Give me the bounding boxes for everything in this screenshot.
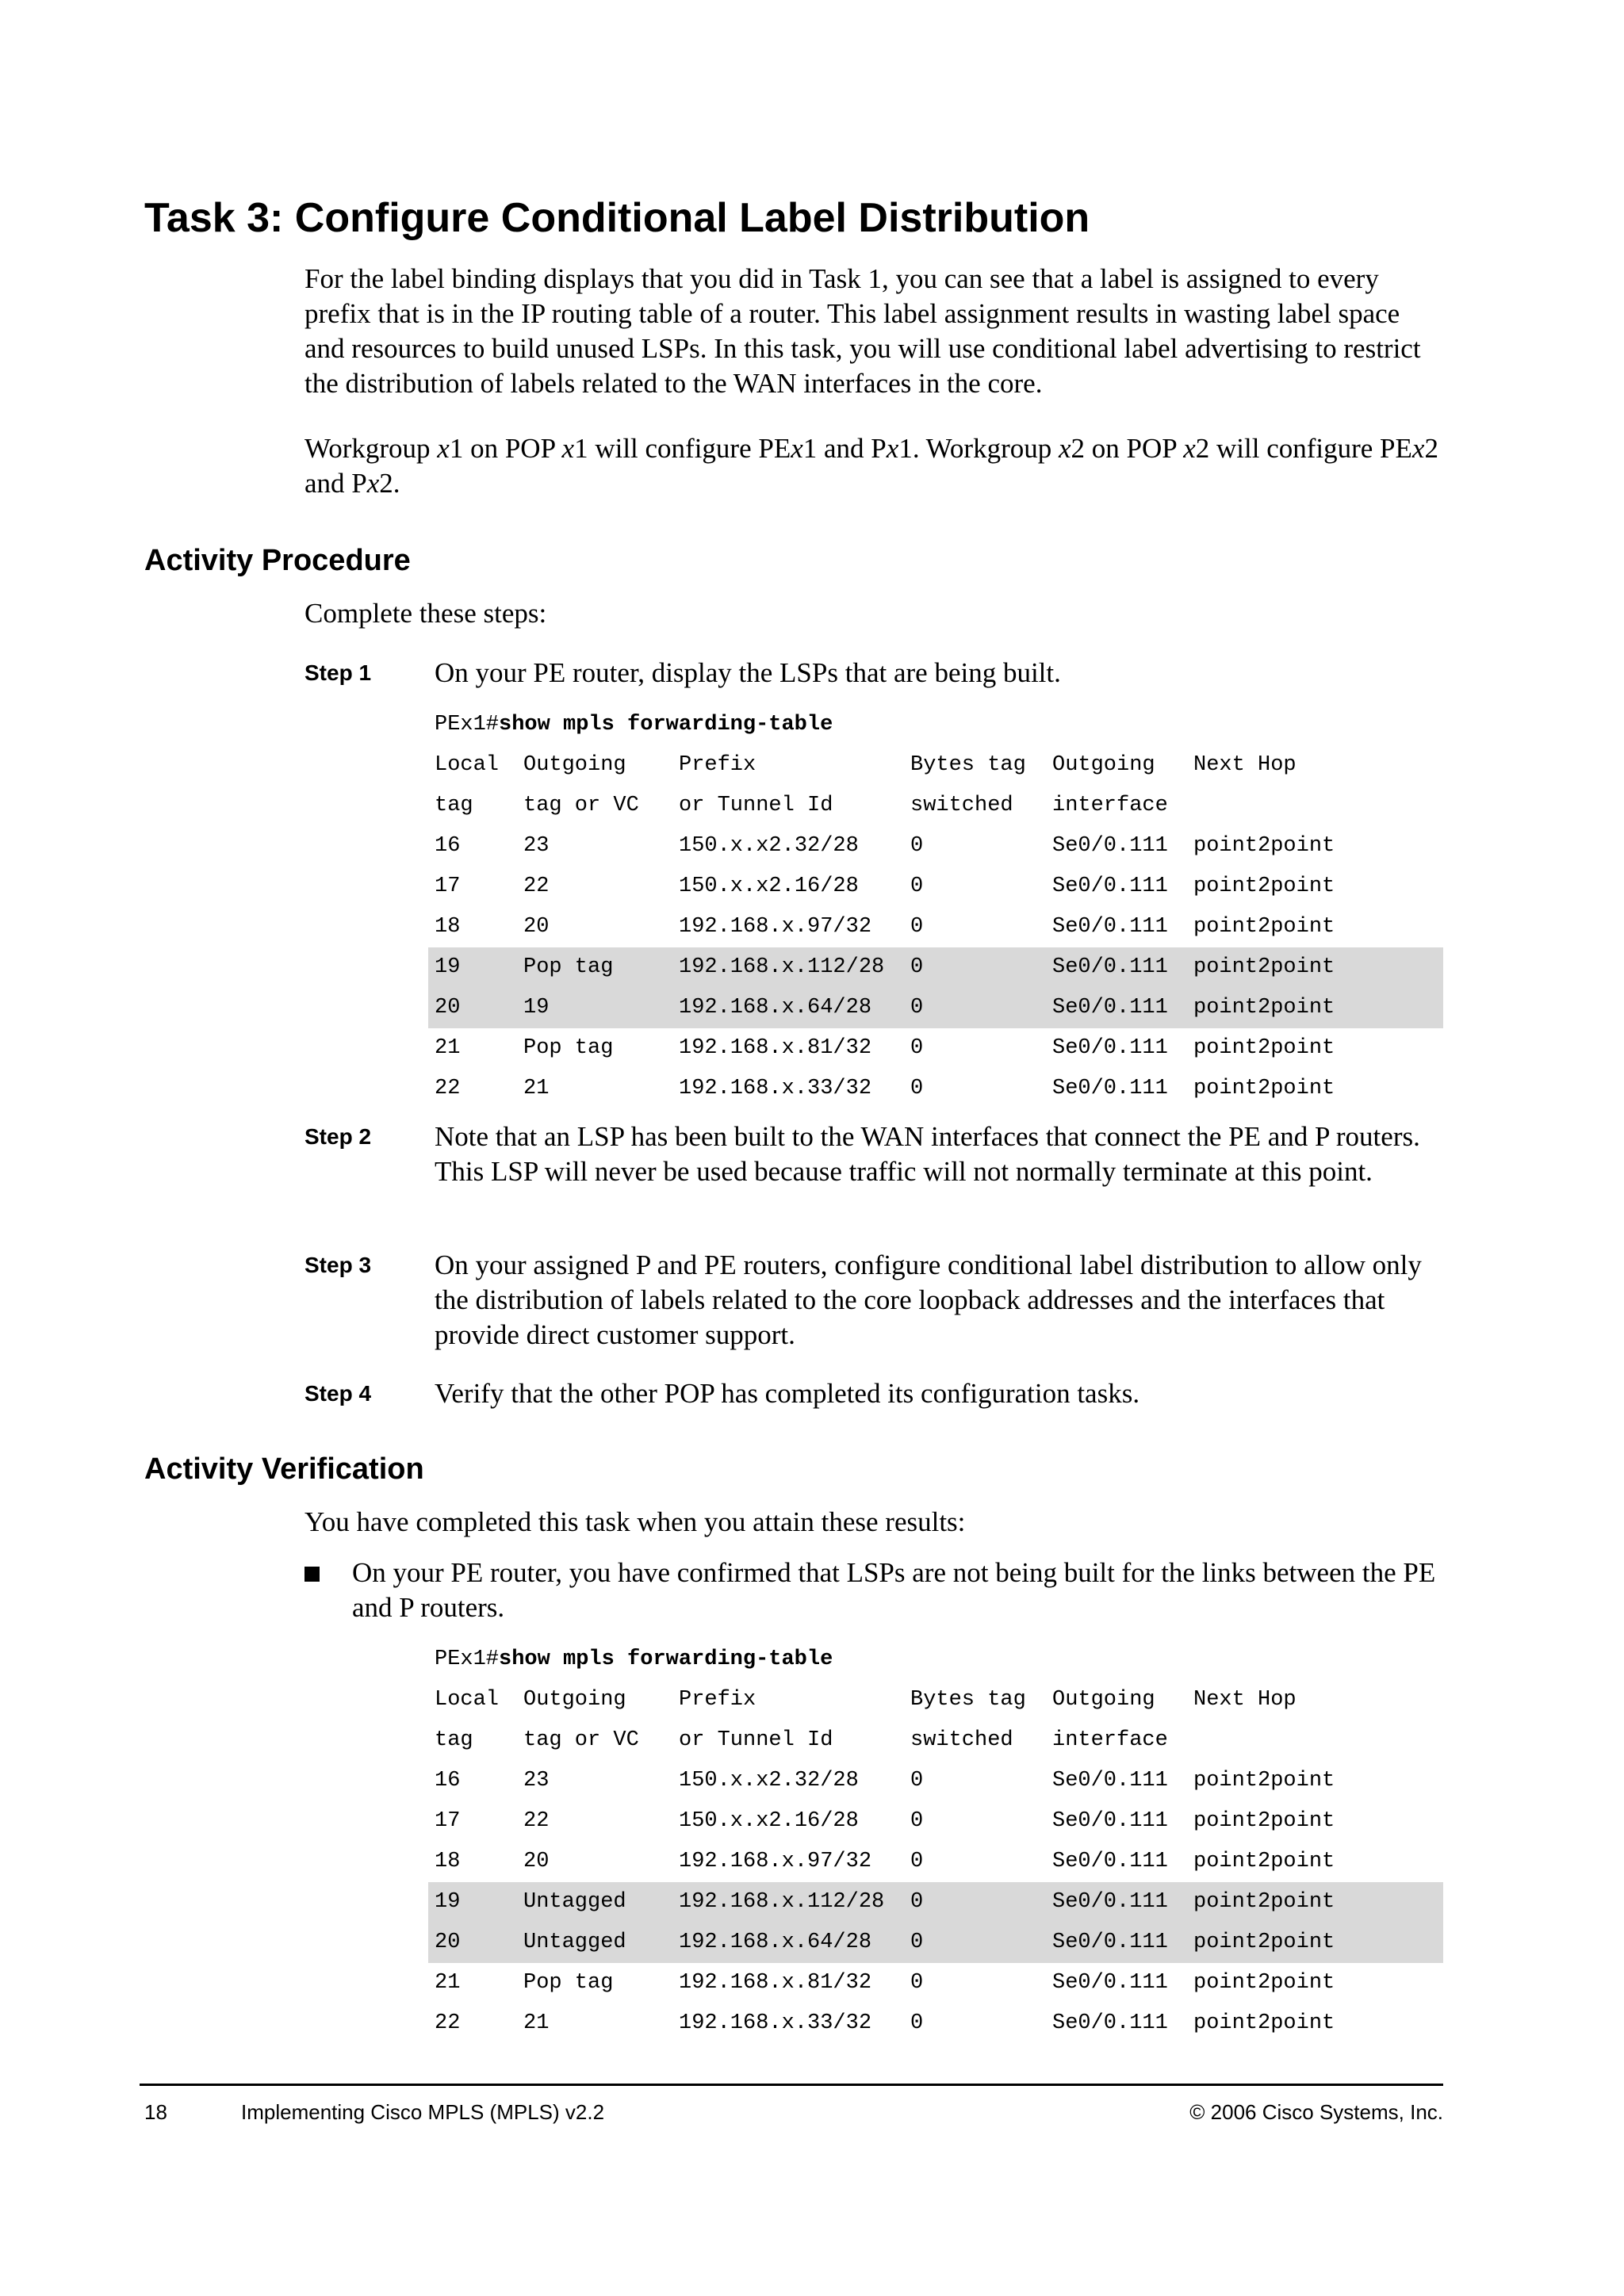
table-cell: 20 xyxy=(435,996,461,1020)
header-cell: Outgoing xyxy=(1052,753,1155,777)
verification-bullet-text: On your PE router, you have confirmed that LSPs are not being built for the links between the PE and P routers. xyxy=(352,1557,1436,1623)
step-4-label: Step 4 xyxy=(304,1381,372,1406)
table-cell: 150.x.x2.16/28 xyxy=(679,1809,859,1833)
table-cell: 192.168.x.97/32 xyxy=(679,1850,872,1873)
table-cell: point2point xyxy=(1193,1077,1335,1100)
table-cell: point2point xyxy=(1193,996,1335,1020)
table-row xyxy=(428,1963,1443,2003)
page-number: 18 xyxy=(144,2100,167,2124)
table-cell: 0 xyxy=(910,1850,924,1873)
table-cell: 0 xyxy=(910,1809,924,1833)
table-row-highlighted xyxy=(428,988,1443,1028)
table-cell: 19 xyxy=(435,1890,461,1914)
step-3-text: On your assigned P and PE routers, configure conditional label distribution to allow only the distribution of labels related to the core loopback addresses and the interfaces that provide direct customer support. xyxy=(435,1249,1422,1350)
table-row xyxy=(428,1028,1443,1069)
command-prompt: PEx1# xyxy=(435,713,500,737)
table-cell: 0 xyxy=(910,874,924,898)
table-header-row xyxy=(428,1720,1443,1761)
code-block-before xyxy=(428,705,1443,1109)
table-row xyxy=(428,1761,1443,1801)
code-block-after xyxy=(428,1640,1443,2044)
table-cell: point2point xyxy=(1193,1769,1335,1793)
table-cell: point2point xyxy=(1193,1036,1335,1060)
table-cell: Se0/0.111 xyxy=(1052,915,1168,939)
table-cell: 150.x.x2.32/28 xyxy=(679,1769,859,1793)
header-cell: switched xyxy=(910,1728,1013,1752)
table-cell: 22 xyxy=(523,1809,550,1833)
table-cell: Se0/0.111 xyxy=(1052,1971,1168,1995)
table-cell: Se0/0.111 xyxy=(1052,955,1168,979)
step-1-text: On your PE router, display the LSPs that are being built. xyxy=(435,657,1061,688)
table-cell: Se0/0.111 xyxy=(1052,996,1168,1020)
step-4-text: Verify that the other POP has completed its configuration tasks. xyxy=(435,1378,1140,1409)
table-cell: 16 xyxy=(435,1769,461,1793)
table-cell: point2point xyxy=(1193,1890,1335,1914)
header-cell: switched xyxy=(910,794,1013,817)
table-cell: 23 xyxy=(523,834,550,858)
table-cell: 0 xyxy=(910,1077,924,1100)
header-cell: Prefix xyxy=(679,753,756,777)
table-cell: point2point xyxy=(1193,915,1335,939)
activity-procedure-heading: Activity Procedure xyxy=(144,544,411,577)
table-cell: point2point xyxy=(1193,874,1335,898)
footer-copyright: © 2006 Cisco Systems, Inc. xyxy=(1189,2100,1443,2124)
table-row xyxy=(428,826,1443,867)
table-row xyxy=(428,2003,1443,2044)
table-cell: 192.168.x.64/28 xyxy=(679,1931,872,1954)
header-cell: interface xyxy=(1052,794,1168,817)
table-cell: 22 xyxy=(435,1077,461,1100)
table-cell: Pop tag xyxy=(523,955,614,979)
table-cell: 192.168.x.112/28 xyxy=(679,1890,885,1914)
table-cell: 192.168.x.64/28 xyxy=(679,996,872,1020)
table-cell: 192.168.x.112/28 xyxy=(679,955,885,979)
header-cell: tag xyxy=(435,1728,473,1752)
table-cell: point2point xyxy=(1193,1931,1335,1954)
header-cell: tag or VC xyxy=(523,1728,639,1752)
table-header-row xyxy=(428,786,1443,826)
table-row xyxy=(428,1842,1443,1882)
workgroup-paragraph: Workgroup x1 on POP x1 will configure PEx1 and Px1. Workgroup x2 on POP x2 will configure PEx2 and Px2. xyxy=(304,433,1438,499)
table-cell: point2point xyxy=(1193,1850,1335,1873)
table-cell: 0 xyxy=(910,1931,924,1954)
intro-paragraph: For the label binding displays that you did in Task 1, you can see that a label is assigned to every prefix that is in the IP routing table of a router. This label assignment results in wasting label space and resources to build unused LSPs. In this task, you will use conditional label advertising to restrict the distribution of labels related to the WAN interfaces in the core. xyxy=(304,263,1421,399)
table-cell: 192.168.x.81/32 xyxy=(679,1036,872,1060)
table-cell: 20 xyxy=(523,1850,550,1873)
table-cell: 0 xyxy=(910,1036,924,1060)
header-cell: tag or VC xyxy=(523,794,639,817)
table-cell: 0 xyxy=(910,2011,924,2035)
header-cell: Local xyxy=(435,1688,500,1712)
table-row xyxy=(428,867,1443,907)
header-cell: Local xyxy=(435,753,500,777)
task-title: Task 3: Configure Conditional Label Distribution xyxy=(144,195,1090,241)
table-cell: 20 xyxy=(523,915,550,939)
table-cell: 17 xyxy=(435,1809,461,1833)
verification-intro: You have completed this task when you attain these results: xyxy=(304,1506,966,1537)
table-cell: Untagged xyxy=(523,1890,626,1914)
table-cell: 18 xyxy=(435,915,461,939)
table-cell: point2point xyxy=(1193,955,1335,979)
table-cell: 21 xyxy=(523,1077,550,1100)
header-cell: interface xyxy=(1052,1728,1168,1752)
table-cell: 20 xyxy=(435,1931,461,1954)
table-cell: Se0/0.111 xyxy=(1052,1890,1168,1914)
table-header-row xyxy=(428,745,1443,786)
step-3-label: Step 3 xyxy=(304,1253,372,1277)
table-header-row xyxy=(428,1680,1443,1720)
header-cell: Bytes tag xyxy=(910,1688,1026,1712)
table-cell: 22 xyxy=(523,874,550,898)
table-row xyxy=(428,1801,1443,1842)
table-cell: Se0/0.111 xyxy=(1052,1036,1168,1060)
table-cell: 21 xyxy=(435,1971,461,1995)
table-cell: 0 xyxy=(910,1769,924,1793)
table-cell: Untagged xyxy=(523,1931,626,1954)
table-cell: Se0/0.111 xyxy=(1052,1769,1168,1793)
table-cell: 21 xyxy=(523,2011,550,2035)
table-cell: 19 xyxy=(523,996,550,1020)
command-prompt: PEx1# xyxy=(435,1647,500,1671)
table-cell: 0 xyxy=(910,915,924,939)
header-cell: Prefix xyxy=(679,1688,756,1712)
step-2-text: Note that an LSP has been built to the WAN interfaces that connect the PE and P routers. This LSP will never be used because traffic will not normally terminate at this point. xyxy=(435,1121,1420,1187)
table-cell: Se0/0.111 xyxy=(1052,1809,1168,1833)
table-cell: 17 xyxy=(435,874,461,898)
step-2-label: Step 2 xyxy=(304,1124,372,1149)
table-cell: 150.x.x2.16/28 xyxy=(679,874,859,898)
table-cell: 21 xyxy=(435,1036,461,1060)
header-cell: Bytes tag xyxy=(910,753,1026,777)
table-cell: 0 xyxy=(910,955,924,979)
table-cell: Se0/0.111 xyxy=(1052,874,1168,898)
table-cell: 16 xyxy=(435,834,461,858)
table-cell: 22 xyxy=(435,2011,461,2035)
activity-verification-heading: Activity Verification xyxy=(144,1452,424,1486)
table-cell: 23 xyxy=(523,1769,550,1793)
header-cell: Outgoing xyxy=(1052,1688,1155,1712)
table-cell: 192.168.x.33/32 xyxy=(679,1077,872,1100)
table-cell: Se0/0.111 xyxy=(1052,2011,1168,2035)
table-cell: 150.x.x2.32/28 xyxy=(679,834,859,858)
table-row xyxy=(428,1069,1443,1109)
header-cell: Outgoing xyxy=(523,753,626,777)
table-row-highlighted xyxy=(428,1882,1443,1923)
header-cell: Outgoing xyxy=(523,1688,626,1712)
table-cell: point2point xyxy=(1193,2011,1335,2035)
table-cell: Pop tag xyxy=(523,1036,614,1060)
table-cell: 192.168.x.81/32 xyxy=(679,1971,872,1995)
table-cell: Se0/0.111 xyxy=(1052,1931,1168,1954)
table-cell: point2point xyxy=(1193,1971,1335,1995)
command-text: show mpls forwarding-table xyxy=(499,1647,833,1671)
table-cell: 19 xyxy=(435,955,461,979)
table-cell: 192.168.x.33/32 xyxy=(679,2011,872,2035)
command-line xyxy=(428,705,1443,745)
header-cell: Next Hop xyxy=(1193,1688,1297,1712)
step-1-label: Step 1 xyxy=(304,660,372,685)
table-cell: 0 xyxy=(910,996,924,1020)
footer-divider xyxy=(140,2084,1443,2086)
table-cell: Se0/0.111 xyxy=(1052,834,1168,858)
table-cell: point2point xyxy=(1193,834,1335,858)
table-row-highlighted xyxy=(428,1923,1443,1963)
table-row-highlighted xyxy=(428,947,1443,988)
square-bullet-icon xyxy=(304,1567,320,1582)
table-cell: 18 xyxy=(435,1850,461,1873)
header-cell: or Tunnel Id xyxy=(679,794,833,817)
table-cell: 192.168.x.97/32 xyxy=(679,915,872,939)
table-cell: Pop tag xyxy=(523,1971,614,1995)
table-row xyxy=(428,907,1443,947)
table-cell: Se0/0.111 xyxy=(1052,1850,1168,1873)
table-cell: 0 xyxy=(910,1890,924,1914)
table-cell: point2point xyxy=(1193,1809,1335,1833)
footer-course-title: Implementing Cisco MPLS (MPLS) v2.2 xyxy=(241,2100,605,2124)
procedure-intro: Complete these steps: xyxy=(304,598,547,629)
table-cell: 0 xyxy=(910,1971,924,1995)
table-cell: Se0/0.111 xyxy=(1052,1077,1168,1100)
header-cell: tag xyxy=(435,794,473,817)
header-cell: Next Hop xyxy=(1193,753,1297,777)
table-cell: 0 xyxy=(910,834,924,858)
command-line xyxy=(428,1640,1443,1680)
command-text: show mpls forwarding-table xyxy=(499,713,833,737)
header-cell: or Tunnel Id xyxy=(679,1728,833,1752)
